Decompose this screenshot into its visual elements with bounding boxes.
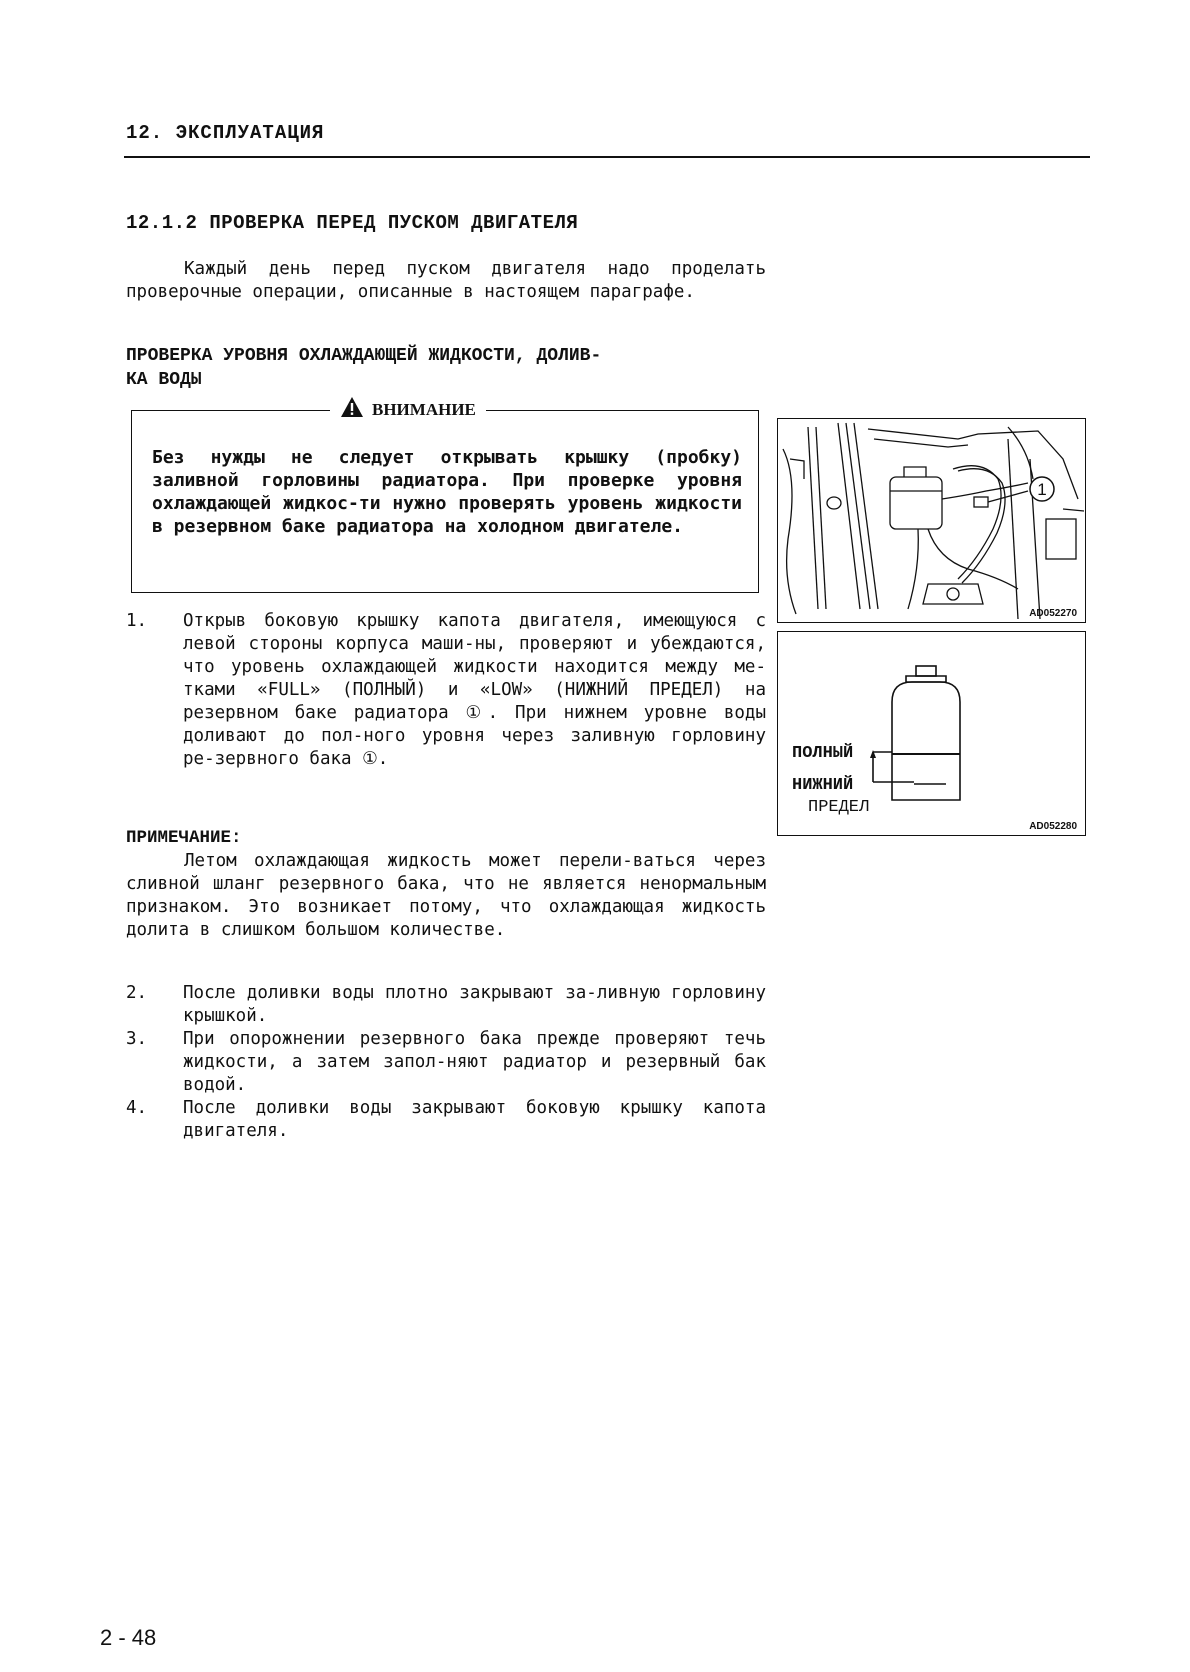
header-rule	[124, 156, 1090, 158]
note-text: Летом охлаждающая жидкость может перели-ваться через сливной шланг резервного бака, что не является ненормальным признаком. Это возникает потому, что охлаждающая жидкость долита в слишком большом количестве.	[126, 851, 766, 940]
note-block	[126, 826, 766, 942]
intro-paragraph: Каждый день перед пуском двигателя надо проделать проверочные операции, описанные в настоящем параграфе.	[126, 259, 766, 302]
subheading-line-2: КА ВОДЫ	[126, 370, 202, 390]
label-low-2: ПРЕДЕЛ	[808, 798, 870, 817]
label-low-1: НИЖНИЙ	[792, 776, 854, 795]
warning-triangle-icon	[340, 396, 364, 423]
figure-code: AD052270	[1029, 608, 1077, 619]
step-1	[126, 610, 766, 771]
step-text: При опорожнении резервного бака прежде проверяют течь жидкости, а затем запол-няют радиатор и резервный бак водой.	[183, 1029, 766, 1095]
subheading-block	[126, 344, 766, 392]
step-3	[126, 1028, 766, 1097]
note-label: ПРИМЕЧАНИЕ:	[126, 828, 242, 848]
step-text: После доливки воды плотно закрывают за-ливную горловину крышкой.	[183, 983, 766, 1026]
intro-block	[126, 258, 766, 304]
chapter-header: 12. ЭКСПЛУАТАЦИЯ	[126, 122, 325, 144]
page-number: 2 - 48	[100, 1625, 157, 1650]
engine-compartment-drawing	[778, 419, 1084, 621]
label-full: ПОЛНЫЙ	[792, 744, 854, 763]
step-number: 4.	[126, 1098, 148, 1118]
step-4	[126, 1097, 766, 1143]
reservoir-tank-figure	[777, 631, 1086, 836]
warning-title-text: ВНИМАНИЕ	[372, 399, 476, 419]
warning-title	[330, 396, 486, 423]
step-number: 1.	[126, 611, 148, 631]
step-2	[126, 982, 766, 1028]
step-number: 2.	[126, 983, 148, 1003]
step-text: После доливки воды закрывают боковую крышку капота двигателя.	[183, 1098, 766, 1141]
engine-compartment-figure	[777, 418, 1086, 623]
step-number: 3.	[126, 1029, 148, 1049]
figure-code: AD052280	[1029, 821, 1077, 832]
warning-text: Без нужды не следует открывать крышку (пробку) заливной горловины радиатора. При проверке уровня охлаждающей жидкос-ти нужно проверять уровень жидкости в резервном баке радиатора на холодном двигателе.	[152, 447, 742, 537]
section-title: 12.1.2 ПРОВЕРКА ПЕРЕД ПУСКОМ ДВИГАТЕЛЯ	[126, 212, 579, 234]
subheading-line-1: ПРОВЕРКА УРОВНЯ ОХЛАЖДАЮЩЕЙ ЖИДКОСТИ, ДОЛИВ-	[126, 346, 602, 366]
callout-number: 1	[1037, 480, 1047, 499]
step-text: Открыв боковую крышку капота двигателя, имеющуюся с левой стороны корпуса маши-ны, проверяют и убеждаются, что уровень охлаждающей жидкости находится между ме-тками «FULL» (ПОЛНЫЙ) и «LOW» (НИЖНИЙ ПРЕДЕЛ) на резервном баке радиатора ①. При нижнем уровне воды доливают до пол-ного уровня через заливную горловину ре-зервного бака ①.	[183, 611, 766, 769]
